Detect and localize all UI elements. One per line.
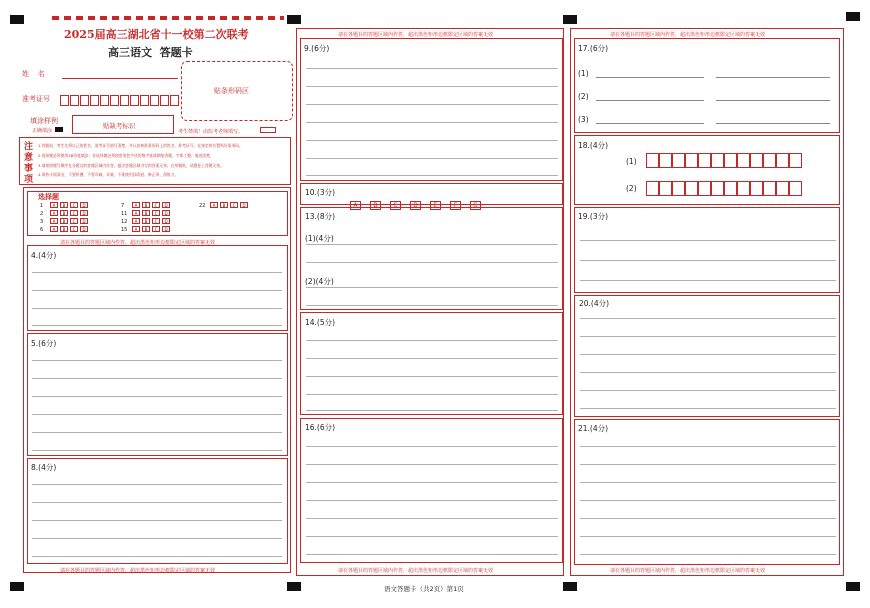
notice-item: 4.保持卡面清洁，不要折叠、不要弄破、弄皱，不准使用涂改液、修正带、刮纸刀。: [38, 172, 179, 177]
notice-char: 意: [24, 153, 34, 163]
q10-label: 10.(3分): [305, 188, 336, 197]
registration-mark: [563, 582, 577, 591]
q5-area[interactable]: [27, 333, 288, 456]
correct-fill-label: 正确填涂: [32, 128, 53, 134]
filled-sample-mark: [55, 127, 63, 132]
proctor-box[interactable]: [260, 127, 276, 133]
q16-label: 16.(6分): [305, 423, 336, 432]
q13-label: 13.(8分): [305, 212, 336, 221]
fill-sample-label: 填涂样例: [30, 117, 58, 125]
q18-sub: (2): [626, 184, 637, 193]
q4-label: 4.(4分): [31, 251, 57, 260]
notice-item: 1.答题前，考生先将自己的姓名、准考证号填写清楚，并认真核准条形码上的姓名、准考证号，在规定的位置贴好条形码。: [38, 143, 243, 148]
q17-sub: (1): [578, 69, 589, 78]
q8-label: 8.(4分): [31, 463, 57, 472]
absent-label: 贴缺考标识: [103, 122, 136, 130]
choice-group-1[interactable]: 1 A B C D 2 A B C D 3 A B C D 6 A B C D: [40, 202, 90, 234]
q8-area[interactable]: [27, 458, 288, 564]
q9-area[interactable]: [300, 38, 563, 181]
boundary-note: 请在各题目的答题区域内作答，超出黑色矩形边框限定区域的答案无效: [610, 32, 766, 38]
q13-1-label: (1)(4分): [305, 234, 334, 243]
registration-mark: [846, 582, 860, 591]
page-footer: 语文答题卡（共2页）第1页: [384, 585, 464, 593]
boundary-note: 请在各题目的答题区域内作答，超出黑色矩形边框限定区域的答案无效: [338, 32, 494, 38]
registration-mark: [287, 15, 301, 24]
choice-group-2[interactable]: 7 A B C D 11 A B C D 12 A B C D 15 A B C D: [121, 202, 172, 234]
q9-label: 9.(6分): [304, 44, 330, 53]
q13-area[interactable]: [300, 207, 563, 310]
q17-sub: (3): [578, 115, 589, 124]
q18-boxes-1[interactable]: [646, 153, 802, 172]
q13-2-label: (2)(4分): [305, 277, 334, 286]
notice-item: 3.请按照题号顺序在各题目的答题区域内作答，超出答题区域书写的答案无效；在草稿纸、试题卷上答题无效。: [38, 163, 224, 168]
name-field[interactable]: [62, 78, 178, 79]
q17-label: 17.(6分): [578, 44, 609, 53]
q19-label: 19.(3分): [578, 212, 609, 221]
notice-char: 事: [24, 164, 34, 174]
registration-mark: [10, 582, 24, 591]
registration-mark: [563, 15, 577, 24]
q14-area[interactable]: [300, 312, 563, 415]
q18-label: 18.(4分): [578, 141, 609, 150]
q10-options[interactable]: A B C D E F G: [350, 192, 490, 211]
q18-sub: (1): [626, 157, 637, 166]
q20-area[interactable]: [574, 295, 840, 417]
q20-label: 20.(4分): [579, 299, 610, 308]
exam-id-boxes[interactable]: [60, 91, 180, 110]
header-dashes: [52, 16, 284, 20]
name-label: 姓 名: [22, 70, 45, 78]
q17-sub: (2): [578, 92, 589, 101]
absent-note: 考生禁填！由监考老师填写。: [178, 129, 244, 135]
registration-mark: [10, 15, 24, 24]
registration-mark: [846, 12, 860, 21]
q17-area[interactable]: [574, 38, 840, 133]
boundary-note: 请在各题目的答题区域内作答，超出黑色矩形边框限定区域的答案无效: [60, 568, 216, 574]
q16-area[interactable]: [300, 418, 563, 563]
choice-group-3[interactable]: 22 A B C D: [199, 202, 250, 210]
notice-item: 2.选择题必须使用2B铅笔填涂；非选择题必须使用黑色字迹的签字笔或钢笔答题，字体工整、笔迹清楚。: [38, 153, 214, 158]
boundary-note: 请在各题目的答题区域内作答，超出黑色矩形边框限定区域的答案无效: [338, 568, 494, 574]
notice-char: 项: [24, 175, 34, 185]
barcode-label: 贴条形码区: [214, 87, 249, 95]
card-subtitle: 高三语文 答题卡: [108, 46, 193, 59]
q21-label: 21.(4分): [578, 424, 609, 433]
q4-area[interactable]: [27, 245, 288, 331]
registration-mark: [287, 582, 301, 591]
exam-title: 2025届高三湖北省十一校第二次联考: [64, 28, 249, 41]
q21-area[interactable]: [574, 419, 840, 565]
boundary-note: 请在各题目的答题区域内作答，超出黑色矩形边框限定区域的答案无效: [60, 240, 216, 246]
boundary-note: 请在各题目的答题区域内作答，超出黑色矩形边框限定区域的答案无效: [610, 568, 766, 574]
choice-title: 选择题: [38, 192, 59, 201]
q18-boxes-2[interactable]: [646, 181, 802, 200]
q5-label: 5.(6分): [31, 339, 57, 348]
exam-id-label: 准考证号: [22, 95, 50, 103]
q14-label: 14.(5分): [305, 318, 336, 327]
notice-char: 注: [24, 142, 34, 152]
